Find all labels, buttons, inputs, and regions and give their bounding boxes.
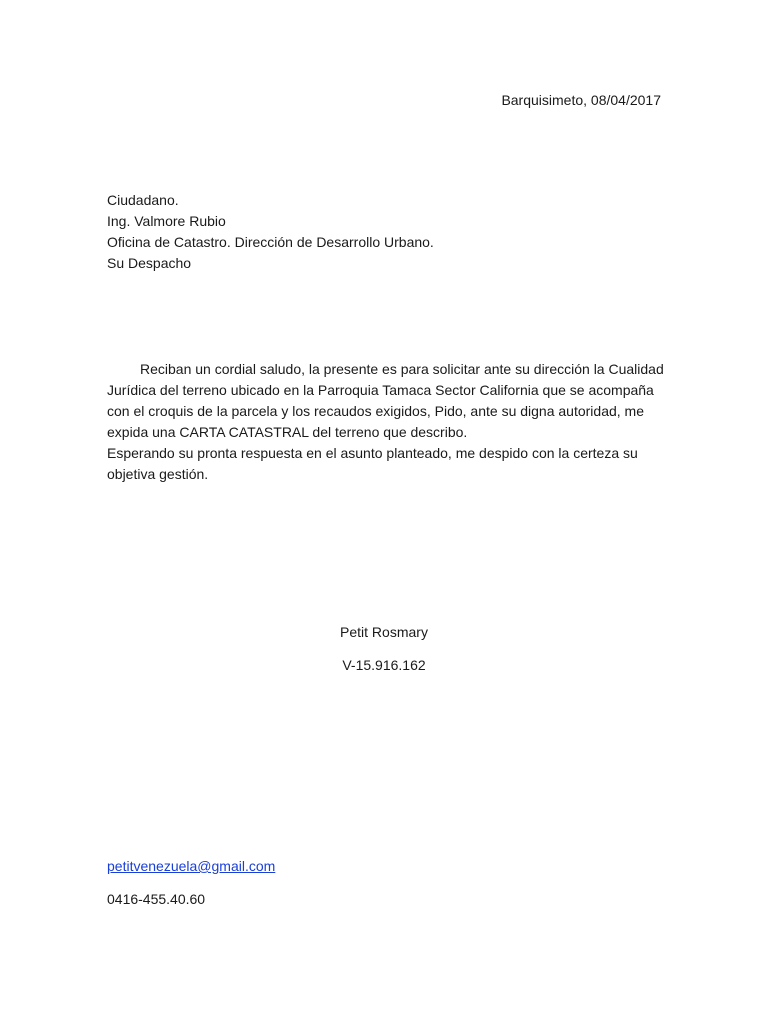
recipient-salutation: Ciudadano. [107,192,179,208]
recipient-name: Ing. Valmore Rubio [107,213,226,229]
body-paragraph-2: Esperando su pronta respuesta en el asunto planteado, me despido con la certeza su objetiva gestión. [107,445,638,482]
signature-name: Petit Rosmary [340,624,428,640]
phone-number: 0416-455.40.60 [107,891,206,907]
recipient-closing-address: Su Despacho [107,255,192,271]
letter-body [107,359,667,485]
recipient-block [107,190,667,274]
contact-block [107,856,507,910]
email-link[interactable]: petitvenezuela@gmail.com [107,858,276,874]
signature-id-number: V-15.916.162 [342,657,426,673]
date-line: Barquisimeto, 08/04/2017 [501,92,661,108]
signature-block [0,622,768,676]
body-paragraph-1: Reciban un cordial saludo, la presente es para solicitar ante su dirección la Cualidad Jurídica del terreno ubicado en la Parroquia Tamaca Sector California que se acompaña con el croquis de la parcela y los recaudos exigidos, Pido, ante su digna autoridad, me expida una CARTA CATASTRAL del terreno que describo. [107,361,664,440]
recipient-office: Oficina de Catastro. Dirección de Desarrollo Urbano. [107,234,434,250]
